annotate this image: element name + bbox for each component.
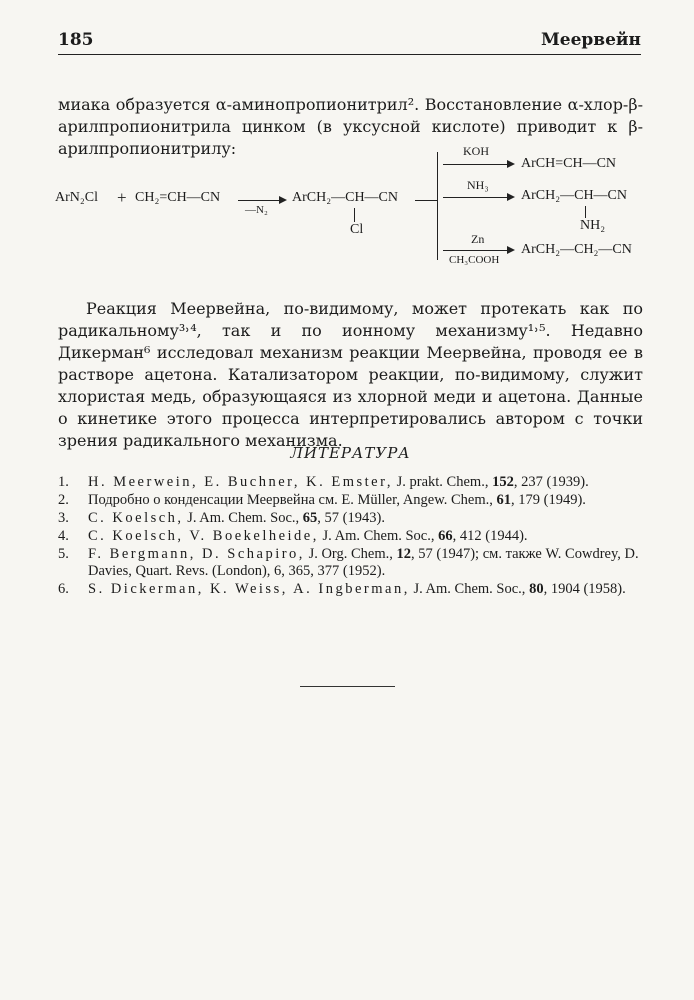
- loss-n2: —N₂: [245, 204, 268, 216]
- arrow-main: [238, 200, 282, 201]
- product-3: ArCH₂—CH₂—CN: [521, 242, 632, 257]
- arrowhead-1: [507, 160, 515, 168]
- arrow-2: [443, 197, 509, 198]
- product-2: ArCH₂—CH—CN: [521, 188, 627, 203]
- connector: [415, 200, 437, 201]
- product-2-nh2: NH₂: [580, 218, 606, 233]
- bond-cl: [354, 208, 355, 222]
- intermediate-cl: Cl: [350, 222, 364, 237]
- reference-list: [58, 474, 648, 599]
- plus-sign: +: [117, 188, 127, 207]
- page-number: 185: [58, 30, 94, 50]
- arrowhead-2: [507, 193, 515, 201]
- page-header: [58, 30, 641, 55]
- bracket: [437, 152, 438, 260]
- bond-nh2: [585, 206, 586, 218]
- arrowhead-3: [507, 246, 515, 254]
- reagent-acetic-acid: CH₃COOH: [449, 254, 500, 266]
- arrow-1: [443, 164, 509, 165]
- reactant-acrylonitrile: CH₂=CH—CN: [135, 190, 221, 205]
- reagent-koh: KOH: [463, 144, 489, 158]
- reference-item: 6. S. Dickerman, K. Weiss, A. Ingberman, J. Am. Chem. Soc., 80, 1904 (1958).: [58, 581, 626, 597]
- paragraph-intro: миака образуется α-аминопропионитрил². Восстановление α-хлор-β-арилпропионитрила цинком (в уксусной кислоте) приводит к β-арилпропионитрилу:: [58, 95, 643, 158]
- arrow-3: [443, 250, 509, 251]
- paragraph-mechanism: Реакция Меервейна, по-видимому, может протекать как по радикальному³˒⁴, так и по ионному механизму¹˒⁵. Недавно Дикерман⁶ исследовал механизм реакции Меервейна, проводя ее в растворе ацетона. Катализатором реакции, по-видимому, служит хлористая медь, образующаяся из хлорной меди и ацетона. Данные о кинетике этого процесса интерпретировались автором с точки зрения радикального механизма.: [58, 299, 643, 450]
- reference-item: 1. H. Meerwein, E. Buchner, K. Emster, J. prakt. Chem., 152, 237 (1939).: [58, 474, 589, 490]
- reactant-arn2cl: ArN₂Cl: [55, 190, 98, 205]
- reagent-nh3: NH₃: [467, 178, 489, 192]
- reaction-scheme: [55, 140, 655, 270]
- intermediate: ArCH₂—CH—CN: [292, 190, 398, 205]
- arrowhead-main: [279, 196, 287, 204]
- running-title: Меервейн: [540, 30, 641, 50]
- end-rule: [300, 686, 395, 687]
- reference-item: 4. C. Koelsch, V. Boekelheide, J. Am. Chem. Soc., 66, 412 (1944).: [58, 528, 528, 544]
- reference-item: 5. F. Bergmann, D. Schapiro, J. Org. Chem., 12, 57 (1947); см. также W. Cowdrey, D. Davies, Quart. Revs. (London), 6, 365, 377 (1952).: [58, 546, 639, 579]
- product-1: ArCH=CH—CN: [521, 156, 617, 171]
- reference-item: 2. Подробно о конденсации Меервейна см. E. Müller, Angew. Chem., 61, 179 (1949).: [58, 492, 586, 508]
- reagent-zn: Zn: [471, 232, 485, 246]
- reference-item: 3. C. Koelsch, J. Am. Chem. Soc., 65, 57 (1943).: [58, 510, 385, 526]
- literature-heading: ЛИТЕРАТУРА: [290, 444, 411, 462]
